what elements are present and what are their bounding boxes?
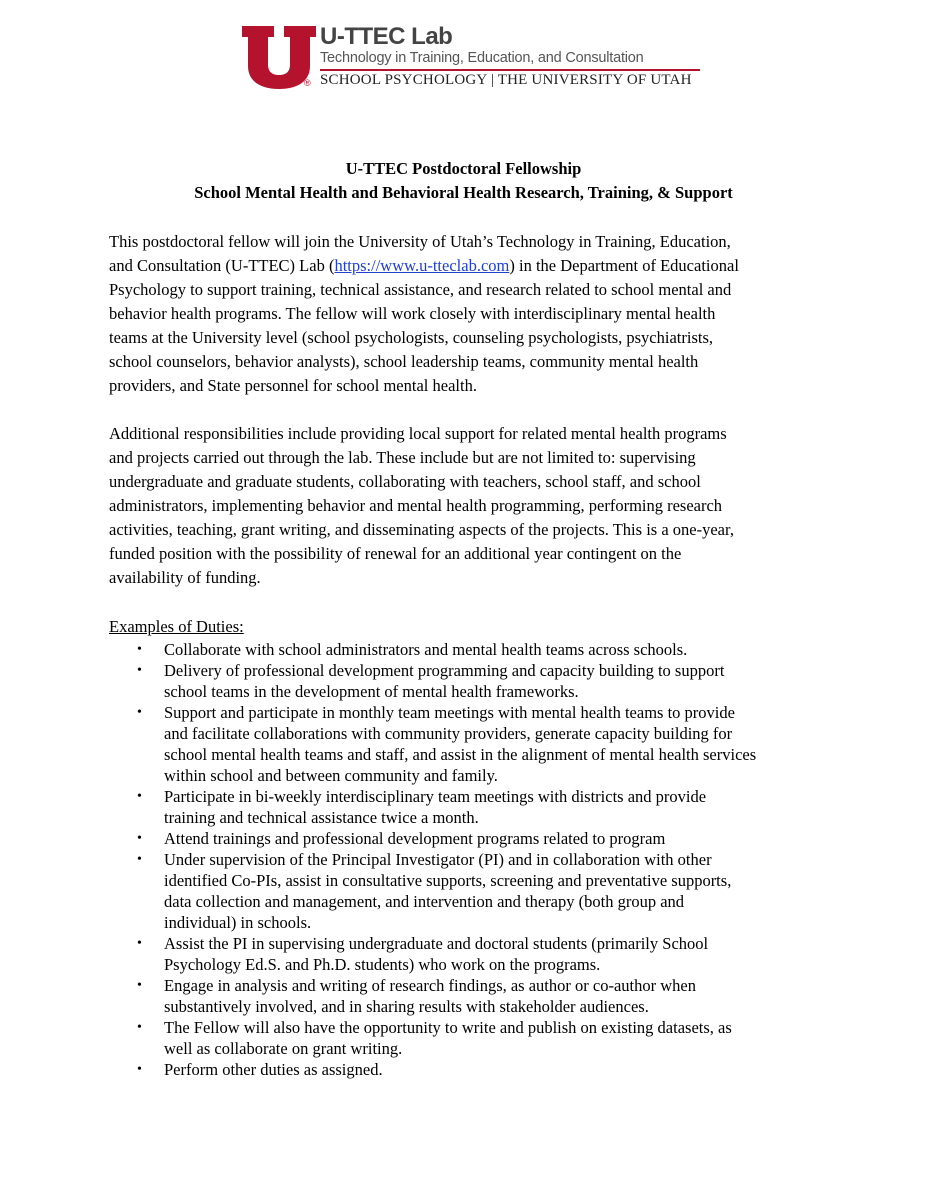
list-item: • Attend trainings and professional development programs related to program [137, 829, 666, 848]
list-item: • Perform other duties as assigned. [137, 1060, 383, 1079]
list-item: • The Fellow will also have the opportunity to write and publish on existing datasets, as well as collaborate on grant writing. [137, 1018, 732, 1058]
intro-text-start: This postdoctoral fellow will join the University of Utah’s Technology in Training, Education, and Consultation (U-TTEC) Lab ( [109, 232, 731, 275]
logo-divider [320, 69, 700, 71]
bullet: • [137, 852, 142, 867]
duties-list [0, 639, 927, 1080]
duties-heading: Examples of Duties: [109, 617, 244, 636]
logo-tagline: Technology in Training, Education, and Consultation [320, 50, 644, 66]
list-item: • Assist the PI in supervising undergraduate and doctoral students (primarily School Psychology Ed.S. and Ph.D. students) who work on the programs. [137, 934, 709, 974]
bullet: • [137, 663, 142, 678]
list-item: • Under supervision of the Principal Investigator (PI) and in collaboration with other identified Co-PIs, assist in consultative supports, screening and preventative supports, data collection and management, and intervention and therapy (both group and individual) in schools. [137, 850, 732, 932]
bullet: • [137, 789, 142, 804]
document-subtitle: School Mental Health and Behavioral Health Research, Training, & Support [194, 183, 733, 202]
bullet: • [137, 705, 142, 720]
bullet: • [137, 1062, 142, 1077]
logo-subtitle: SCHOOL PSYCHOLOGY | THE UNIVERSITY OF UTAH [320, 72, 692, 88]
list-item: • Collaborate with school administrators and mental health teams across schools. [137, 640, 688, 659]
bullet: • [137, 642, 142, 657]
list-item: • Support and participate in monthly team meetings with mental health teams to provide and facilitate collaborations with community providers, generate capacity building for school mental health teams and staff, and assist in the alignment of mental health services within school and between community and family. [137, 703, 757, 785]
additional-responsibilities-paragraph: Additional responsibilities include providing local support for related mental health programs and projects carried out through the lab. These include but are not limited to: supervising undergraduate and graduate students, collaborating with teachers, school staff, and school administrators, implementing behavior and mental health programming, performing research activities, teaching, grant writing, and disseminating aspects of the projects. This is a one-year, funded position with the possibility of renewal for an additional year contingent on the availability of funding. [109, 424, 734, 587]
logo-title: U-TTEC Lab [320, 23, 453, 50]
list-item: • Delivery of professional development programming and capacity building to support school teams in the development of mental health frameworks. [137, 661, 725, 701]
bullet: • [137, 936, 142, 951]
registered-mark: ® [304, 78, 311, 88]
list-item: • Engage in analysis and writing of research findings, as author or co-author when substantively involved, and in sharing results with stakeholder audiences. [137, 976, 696, 1016]
bullet: • [137, 978, 142, 993]
bullet: • [137, 1020, 142, 1035]
intro-paragraph [109, 230, 829, 398]
u-ttec-logo [240, 24, 710, 94]
lab-website-link[interactable]: https://www.u-tteclab.com [334, 256, 510, 275]
document-title: U-TTEC Postdoctoral Fellowship [345, 159, 582, 178]
list-item: • Participate in bi-weekly interdisciplinary team meetings with districts and provide training and technical assistance twice a month. [137, 787, 707, 827]
bullet: • [137, 831, 142, 846]
intro-text-end: ) in the Department of Educational Psychology to support training, technical assistance, and research related to school mental and behavior health programs. The fellow will work closely with interdisciplinary mental health teams at the University level (school psychologists, counseling psychologists, psychiatrists, school counselors, behavior analysts), school leadership teams, community mental health providers, and State personnel for school mental health. [109, 256, 739, 395]
